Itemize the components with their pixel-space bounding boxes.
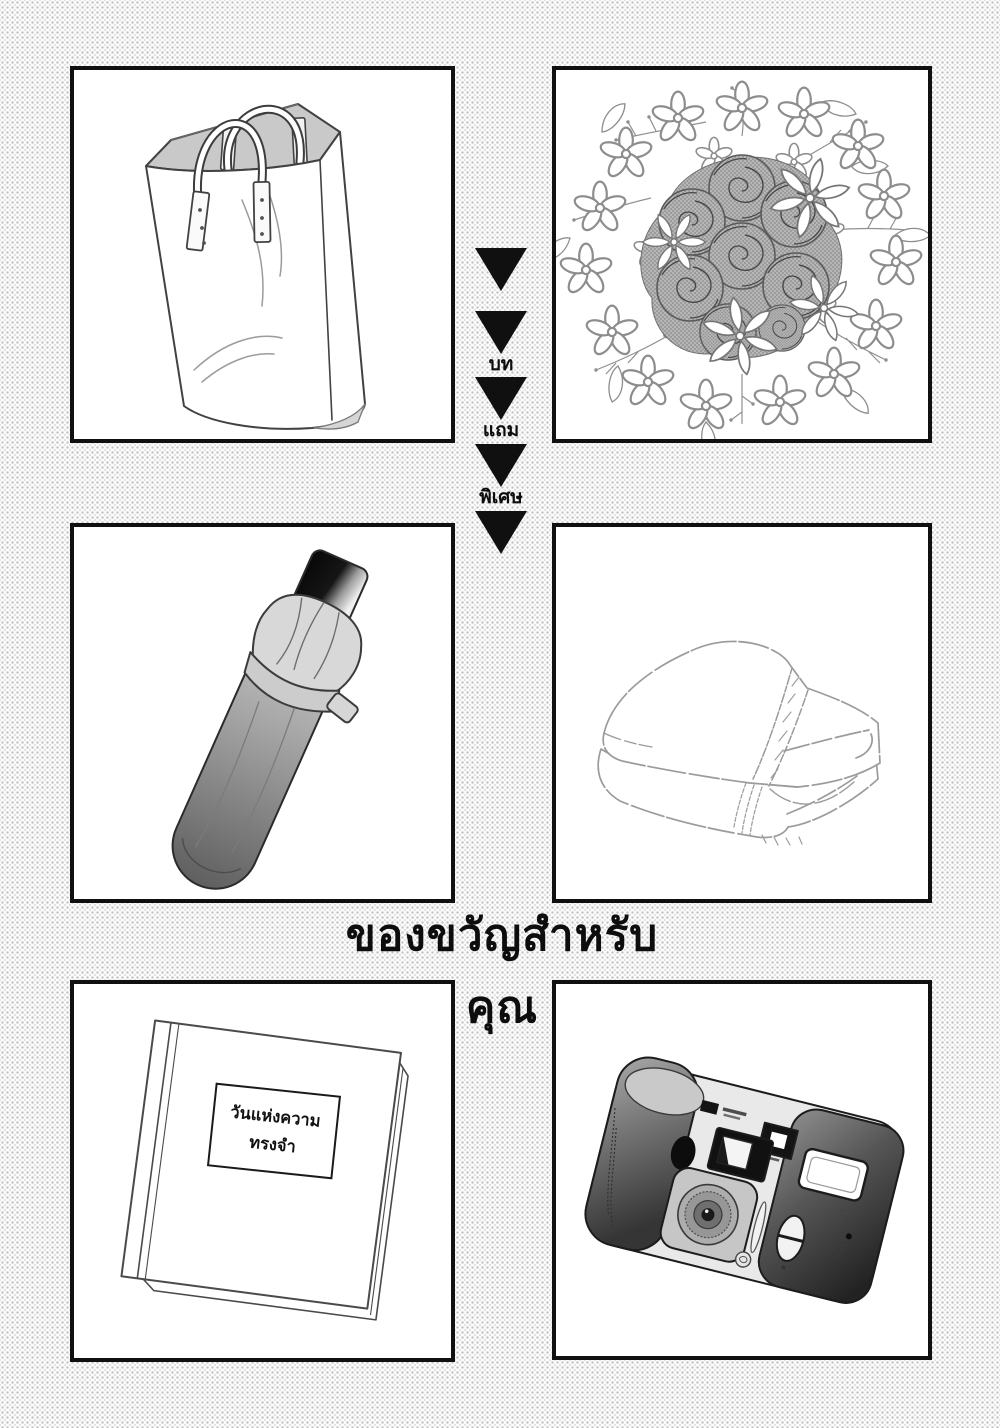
page-title-line1: ของขวัญสำหรับ	[345, 910, 659, 961]
down-triangle-icon	[475, 377, 527, 420]
folded-umbrella-icon	[74, 527, 451, 899]
arrow-caption-2: แถม	[482, 419, 520, 441]
folded-blanket-icon	[556, 527, 928, 899]
panel-tote-bag	[70, 66, 455, 443]
panel-flower-bouquet	[552, 66, 932, 443]
page-title-line2: คุณ	[465, 982, 539, 1033]
panel-photo-album	[70, 980, 455, 1362]
down-triangle-icon	[475, 248, 527, 291]
panel-folded-umbrella	[70, 523, 455, 903]
album-cover-label	[207, 1083, 341, 1180]
bouquet-art	[556, 82, 928, 439]
album-label-line2: ทรงจำ	[248, 1132, 297, 1157]
film-camera-icon	[556, 984, 928, 1356]
arrow-caption-1: บท	[488, 353, 514, 375]
arrow-caption-3: พิเศษ	[479, 486, 523, 508]
panel-film-camera	[552, 980, 932, 1360]
panel-folded-blanket	[552, 523, 932, 903]
down-triangle-icon	[475, 444, 527, 487]
album-label-line1: วันแห่งความ	[229, 1102, 322, 1131]
tote-bag-icon	[74, 70, 451, 439]
flower-bouquet-icon	[556, 70, 928, 439]
down-triangle-icon	[475, 311, 527, 354]
down-triangle-icon	[475, 511, 527, 554]
